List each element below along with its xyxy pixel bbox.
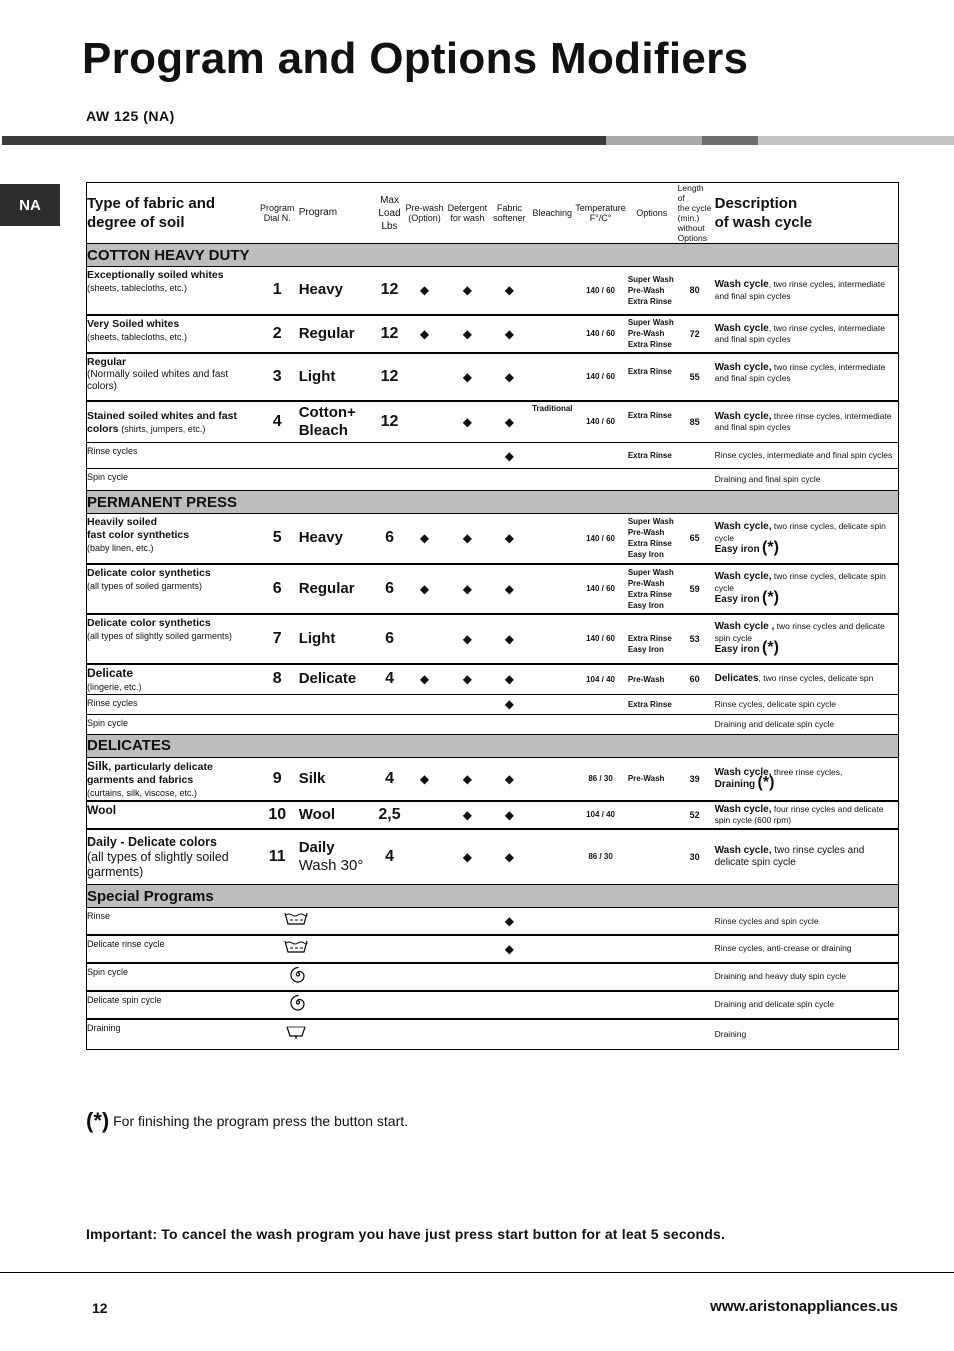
header-rule-dark <box>2 136 606 145</box>
col-softener: Fabric softener <box>489 183 529 244</box>
col-description: Description of wash cycle <box>712 183 899 244</box>
header-rule-mid <box>702 136 758 145</box>
table-row: Spin cycle Draining and heavy duty spin cycle <box>87 963 899 991</box>
table-row: Rinse cycles ◆ Extra Rinse Rinse cycles, intermediate and final spin cycles <box>87 443 899 469</box>
header-rule-light <box>606 136 702 145</box>
table-row: Heavily soiled fast color synthetics (baby linen, etc.) 5 Heavy 6 ◆ ◆ ◆ 140 / 60 Super Wash Pre-Wash Extra Rinse Easy Iron 65 Wash cycle, two rinse cycles, delicate spin cycle Easy iron (*) <box>87 514 899 564</box>
website-url: www.aristonappliances.us <box>710 1298 898 1315</box>
table-row: Delicate color synthetics (all types of soiled garments) 6 Regular 6 ◆ ◆ ◆ 140 / 60 Super Wash Pre-Wash Extra Rinse Easy Iron 59 Wash cycle, two rinse cycles, delicate spin cycle Easy iron (*) <box>87 564 899 614</box>
table-row: Spin cycle Draining and final spin cycle <box>87 469 899 491</box>
table-row: Spin cycle Draining and delicate spin cycle <box>87 714 899 734</box>
col-detergent: Detergent for wash <box>445 183 489 244</box>
footnote <box>86 1108 408 1134</box>
col-length: Length of the cycle (min.) without Options <box>677 183 712 243</box>
footnote-text: For finishing the program press the button start. <box>113 1113 409 1129</box>
header-rule-pale <box>758 136 954 145</box>
table-row: Wool 10 Wool 2,5 ◆ ◆ 104 / 40 52 Wash cycle, four rinse cycles and delicate spin cycle (600 rpm) <box>87 801 899 829</box>
table-row: Rinse cycles ◆ Extra Rinse Rinse cycles, delicate spin cycle <box>87 694 899 714</box>
model-number: AW 125 (NA) <box>86 108 175 124</box>
table-row: Exceptionally soiled whites (sheets, tablecloths, etc.) 1 Heavy 12 ◆ ◆ ◆ 140 / 60 Super Wash Pre-Wash Extra Rinse 80 Wash cycle, two rinse cycles, intermediate and final spin cycles <box>87 267 899 315</box>
table-row: Rinse ◆ Rinse cycles and spin cycle <box>87 908 899 935</box>
table-row: Delicate (lingerie, etc.) 8 Delicate 4 ◆ ◆ ◆ 104 / 40 Pre-Wash 60 Delicates, two rinse cycles, delicate spn <box>87 664 899 695</box>
col-program: Program <box>299 183 376 244</box>
table-row: Delicate color synthetics (all types of slightly soiled garments) 7 Light 6 ◆ ◆ 140 / 60 Extra Rinse Easy Iron 53 Wash cycle , two rinse cycles and delicate spin cycle Easy iron (*) <box>87 614 899 664</box>
prewash-mark: ◆ <box>404 267 446 315</box>
section-permanent-press: PERMANENT PRESS <box>87 491 899 514</box>
important-note: Important: To cancel the wash program you have just press start button for at leat 5 seconds. <box>86 1226 726 1242</box>
section-cotton: COTTON HEAVY DUTY <box>87 244 899 267</box>
program-table <box>86 182 899 1050</box>
col-bleaching: Bleaching <box>529 183 575 244</box>
footnote-mark: (*) <box>86 1108 110 1133</box>
spin-symbol-icon <box>299 963 376 991</box>
detergent-mark: ◆ <box>445 267 489 315</box>
rinse-symbol-icon <box>299 908 376 935</box>
footer-rule <box>0 1272 954 1273</box>
rinse-symbol-icon <box>299 935 376 963</box>
col-temperature: Temperature F°/C° <box>575 183 626 244</box>
col-prewash: Pre-wash (Option) <box>404 183 446 244</box>
page-number: 12 <box>92 1300 108 1316</box>
table-row: Draining Draining <box>87 1019 899 1050</box>
table-row: Stained soiled whites and fast colors (shirts, jumpers, etc.) 4 Cotton+ Bleach 12 ◆ ◆ Traditional 140 / 60 Extra Rinse 85 Wash cycle, three rinse cycles, intermediate and final spin cycles <box>87 401 899 443</box>
page-title: Program and Options Modifiers <box>82 34 749 83</box>
table-header <box>87 183 899 244</box>
table-row: Daily - Delicate colors (all types of slightly soiled garments) 11 Daily Wash 30° 4 ◆ ◆ 86 / 30 30 Wash cycle, two rinse cycles and delicate spin cycle <box>87 829 899 885</box>
section-special-programs: Special Programs <box>87 885 899 908</box>
region-tab: NA <box>0 184 60 226</box>
drain-symbol-icon <box>299 1019 376 1050</box>
table-row: Very Soiled whites (sheets, tablecloths, etc.) 2 Regular 12 ◆ ◆ ◆ 140 / 60 Super Wash Pre-Wash Extra Rinse 72 Wash cycle, two rinse cycles, intermediate and final spin cycles <box>87 315 899 353</box>
col-options: Options <box>626 183 678 244</box>
table-row: Regular (Normally soiled whites and fast colors) 3 Light 12 ◆ ◆ 140 / 60 Extra Rinse 55 Wash cycle, two rinse cycles, intermediate and final spin cycles <box>87 353 899 401</box>
spin-symbol-icon <box>299 991 376 1019</box>
col-load: Max Load Lbs <box>376 183 404 244</box>
table-row: Delicate spin cycle Draining and delicate spin cycle <box>87 991 899 1019</box>
section-delicates: DELICATES <box>87 734 899 757</box>
col-fabric: Type of fabric and degree of soil <box>87 183 256 244</box>
table-row: Silk, particularly delicate garments and fabrics (curtains, silk, viscose, etc.) 9 Silk 4 ◆ ◆ ◆ 86 / 30 Pre-Wash 39 Wash cycle, three rinse cycles, Draining (*) <box>87 757 899 801</box>
table-row: Delicate rinse cycle ◆ Rinse cycles, anti-crease or draining <box>87 935 899 963</box>
softener-mark: ◆ <box>489 267 529 315</box>
col-dial: Program Dial N. <box>256 183 299 244</box>
